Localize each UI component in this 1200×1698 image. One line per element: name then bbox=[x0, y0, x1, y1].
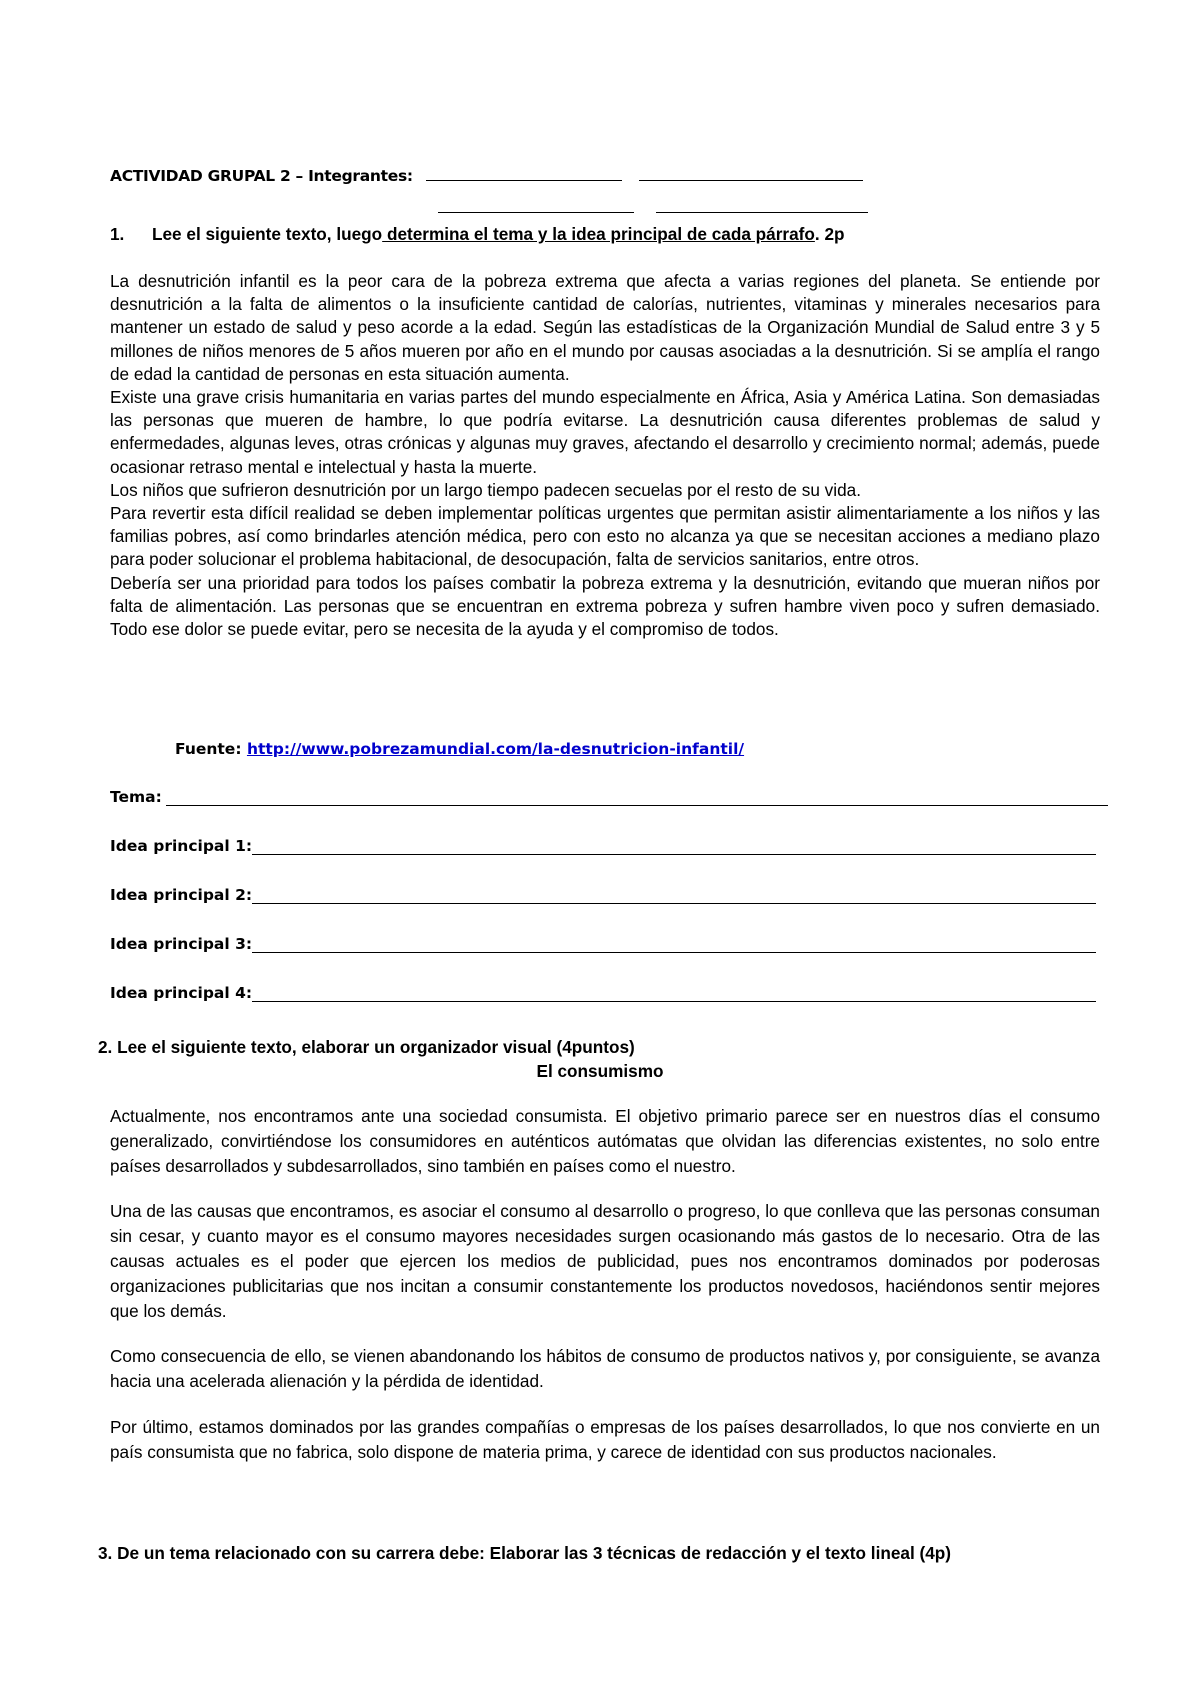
reading-text-desnutricion bbox=[110, 270, 1100, 641]
answer-tema bbox=[110, 788, 1108, 806]
member-blanks-row-2 bbox=[438, 196, 868, 218]
answer-idea-1 bbox=[110, 837, 1096, 855]
question-1 bbox=[110, 224, 1100, 245]
source-label: Fuente: bbox=[175, 740, 242, 758]
paragraph: Existe una grave crisis humanitaria en varias partes del mundo especialmente en África, Asia y América Latina. Son demasiadas las personas que mueren de hambre, lo que podría evitarse. La desnutrición causa diferentes problemas de salud y enfermedades, algunas leves, otras crónicas y algunas muy graves, afectando el desarrollo y crecimiento normal; además, puede ocasionar retraso mental e intelectual y hasta la muerte. bbox=[110, 387, 1100, 477]
reading-text-consumismo bbox=[110, 1104, 1100, 1486]
question-2-number: 2. bbox=[98, 1037, 113, 1057]
paragraph: Una de las causas que encontramos, es asociar el consumo al desarrollo o progreso, lo que conlleva que las personas consuman sin cesar, y cuanto mayor es el consumo mayores necesidades surgen ocasionando más gastos de lo necesario. Otra de las causas actuales es el poder que ejercen los medios de publicidad, pues nos encontramos dominados por poderosas organizaciones publicitarias que nos incitan a consumir constantemente los productos novedosos, haciéndonos sentir mejores que los demás. bbox=[110, 1201, 1100, 1321]
answer-idea-2 bbox=[110, 886, 1096, 904]
source-citation bbox=[175, 740, 744, 758]
paragraph: Para revertir esta difícil realidad se deben implementar políticas urgentes que permitan asistir alimentariamente a los niños y las familias pobres, así como brindarles atención médica, pero con esto no alcanza ya que se necesitan acciones a mediano plazo para poder solucionar el problema habitacional, de desocupación, falta de servicios sanitarios, entre otros. bbox=[110, 503, 1100, 570]
paragraph: Actualmente, nos encontramos ante una sociedad consumista. El objetivo primario parece ser en nuestros días el consumo generalizado, convirtiéndose los consumidores en auténticos autómatas que olvidan las diferencias existentes, no solo entre países desarrollados y subdesarrollados, sino también en países como el nuestro. bbox=[110, 1106, 1100, 1176]
member-blank-2[interactable] bbox=[639, 164, 863, 181]
paragraph: Debería ser una prioridad para todos los países combatir la pobreza extrema y la desnutrición, evitando que mueran niños por falta de alimentación. Las personas que se encuentran en extrema pobreza y sufren hambre viven poco y sufren demasiado. Todo ese dolor se puede evitar, pero se necesita de la ayuda y el compromiso de todos. bbox=[110, 572, 1100, 640]
question-1-text-a: Lee el siguiente texto, luego bbox=[152, 224, 383, 244]
answer-idea-2-blank[interactable] bbox=[252, 886, 1096, 904]
consumismo-title: El consumismo bbox=[536, 1061, 664, 1081]
answer-idea-1-label: Idea principal 1: bbox=[110, 837, 253, 855]
answer-tema-blank[interactable] bbox=[166, 788, 1108, 806]
member-blank-3[interactable] bbox=[438, 196, 634, 213]
paragraph: Como consecuencia de ello, se vienen abandonando los hábitos de consumo de productos nativos y, por consiguiente, se avanza hacia una acelerada alienación y la pérdida de identidad. bbox=[110, 1346, 1100, 1392]
answer-idea-4-label: Idea principal 4: bbox=[110, 984, 253, 1002]
paragraph: La desnutrición infantil es la peor cara de la pobreza extrema que afecta a varias regiones del planeta. Se entiende por desnutrición a la falta de alimentos o la insuficiente cantidad de calorías, nutrientes, vitaminas y minerales necesarios para mantener un estado de salud y peso acorde a la edad. Según las estadísticas de la Organización Mundial de Salud entre 3 y 5 millones de niños menores de 5 años mueren por año en el mundo por causas asociadas a la desnutrición. Si se amplía el rango de edad la cantidad de personas en esta situación aumenta. bbox=[110, 271, 1100, 384]
question-1-text-underlined: determina el tema y la idea principal de cada párrafo bbox=[382, 224, 815, 244]
paragraph: Por último, estamos dominados por las grandes compañías o empresas de los países desarrollados, lo que nos convierte en un país consumista que no fabrica, solo dispone de materia prima, y carece de identidad con sus productos nacionales. bbox=[110, 1416, 1100, 1462]
question-3-number: 3. bbox=[98, 1543, 113, 1563]
header-title: ACTIVIDAD GRUPAL 2 – Integrantes: bbox=[110, 167, 413, 185]
question-2 bbox=[98, 1037, 635, 1058]
answer-idea-3-label: Idea principal 3: bbox=[110, 935, 253, 953]
answer-idea-4-blank[interactable] bbox=[252, 984, 1096, 1002]
source-link[interactable]: http://www.pobrezamundial.com/la-desnutricion-infantil/ bbox=[246, 740, 745, 758]
answer-tema-label: Tema: bbox=[110, 788, 162, 806]
activity-header bbox=[110, 164, 863, 185]
answer-idea-4 bbox=[110, 984, 1096, 1002]
question-2-text: Lee el siguiente texto, elaborar un organizador visual (4puntos) bbox=[117, 1037, 635, 1057]
member-blank-4[interactable] bbox=[656, 196, 868, 213]
question-1-number: 1. bbox=[110, 224, 125, 244]
answer-idea-2-label: Idea principal 2: bbox=[110, 886, 253, 904]
question-1-text-b: . 2p bbox=[814, 224, 845, 244]
answer-idea-3-blank[interactable] bbox=[252, 935, 1096, 953]
member-blank-1[interactable] bbox=[426, 164, 622, 181]
answer-idea-3 bbox=[110, 935, 1096, 953]
question-3-text: De un tema relacionado con su carrera debe: Elaborar las 3 técnicas de redacción y el texto lineal (4p) bbox=[117, 1543, 952, 1563]
answer-idea-1-blank[interactable] bbox=[252, 837, 1096, 855]
question-3 bbox=[98, 1540, 1100, 1566]
paragraph: Los niños que sufrieron desnutrición por un largo tiempo padecen secuelas por el resto de su vida. bbox=[110, 479, 861, 500]
